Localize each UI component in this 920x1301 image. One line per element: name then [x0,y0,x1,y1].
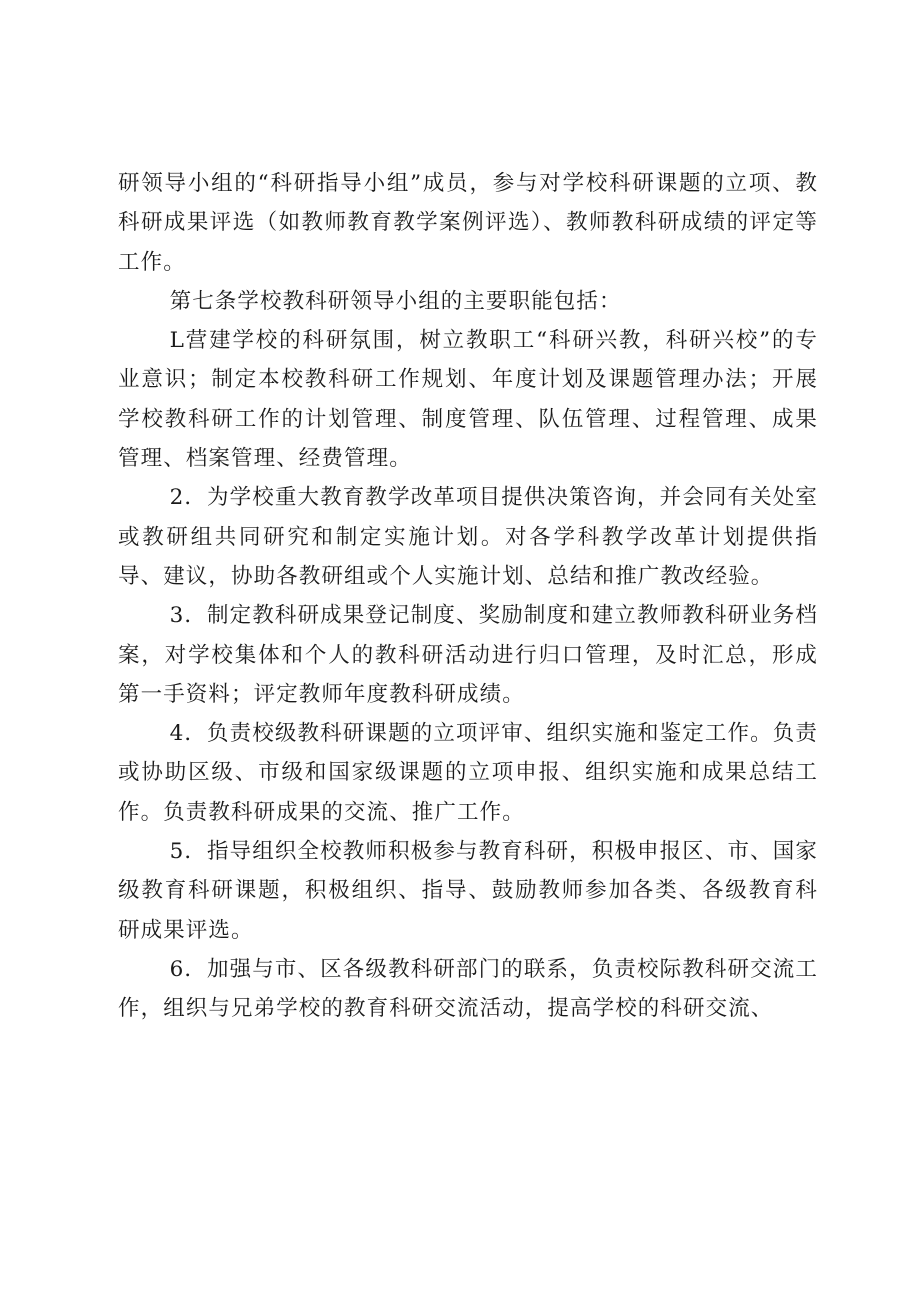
paragraph-item-5: 5．指导组织全校教师积极参与教育科研，积极申报区、市、国家级教育科研课题，积极组织、指导、鼓励教师参加各类、各级教育科研成果评选。 [118,839,818,943]
paragraph-item-1: L营建学校的科研氛围，树立教职工“科研兴教，科研兴校”的专业意识；制定本校教科研工作规划、年度计划及课题管理办法；开展学校教科研工作的计划管理、制度管理、队伍管理、过程管理、成果管理、档案管理、经费管理。 [118,328,818,472]
paragraph-continuation: 研领导小组的“科研指导小组”成员，参与对学校科研课题的立项、教科研成果评选（如教师教育教学案例评选）、教师教科研成绩的评定等工作。 [118,171,818,275]
paragraph-item-6: 6．加强与市、区各级教科研部门的联系，负责校际教科研交流工作，组织与兄弟学校的教育科研交流活动，提高学校的科研交流、 [118,956,818,1022]
paragraph-item-2: 2．为学校重大教育教学改革项目提供决策咨询，并会同有关处室或教研组共同研究和制定实施计划。对各学科教学改革计划提供指导、建议，协助各教研组或个人实施计划、总结和推广教改经验。 [118,485,818,589]
paragraph-item-4: 4．负责校级教科研课题的立项评审、组织实施和鉴定工作。负责或协助区级、市级和国家级课题的立项申报、组织实施和成果总结工作。负责教科研成果的交流、推广工作。 [118,721,818,825]
paragraph-article-seven-heading: 第七条学校教科研领导小组的主要职能包括： [169,288,622,314]
document-body [118,164,818,1029]
paragraph-item-3: 3．制定教科研成果登记制度、奖励制度和建立教师教科研业务档案，对学校集体和个人的教科研活动进行归口管理，及时汇总，形成第一手资料；评定教师年度教科研成绩。 [118,603,818,707]
